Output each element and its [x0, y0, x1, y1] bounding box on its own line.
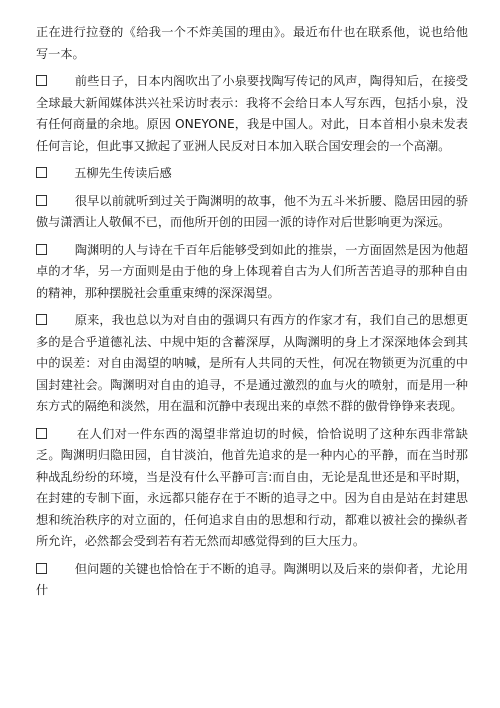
document-page: [36, 22, 468, 602]
paragraph-5: [36, 240, 468, 305]
paragraph-4: [36, 191, 468, 234]
paragraph-6-text: 原来，我也总以为对自由的强调只有西方的作家才有，我们自己的思想更多的是合乎道德礼法、中规中矩的含蓄深厚，从陶渊明的身上才深深地体会到其中的误差：对自由渴望的呐喊，是所有人共同的天性，何况在物锁更为沉重的中国封建社会。陶渊明对自由的追寻，不是通过激烈的血与火的喷射，而是用一种东方式的隔绝和淡然，用在温和沉静中表现出来的卓然不群的傲骨铮铮来表现。: [36, 313, 469, 413]
paragraph-8-text: 但问题的关键也恰恰在于不断的追寻。陶渊明以及后来的崇仰者，尤论用什: [36, 561, 469, 597]
paragraph-3-indent: [51, 166, 74, 180]
paragraph-6-indent: [51, 313, 75, 327]
paragraph-6: [36, 310, 468, 418]
paragraph-8-indent: [51, 562, 75, 576]
paragraph-4-text: 很早以前就听到过关于陶渊明的故事，他不为五斗米折腰、隐居田园的骄傲与潇洒让人敬佩不已，而他所开创的田园一派的诗作对后世影响更为深远。: [36, 193, 469, 229]
paragraph-5-indent: [51, 243, 75, 257]
paragraph-1: [36, 22, 468, 65]
paragraph-7-text: 在人们对一件东西的渴望非常迫切的时候，恰恰说明了这种东西非常缺乏。陶渊明归隐田园，自甘淡泊，他首先追求的是一种内心的平静，而在当时那种战乱纷纷的环境，当是没有什么平静可言:而自由，无论是乱世还是和平时期，在封建的专制下面，永远都只能存在于不断的追寻之中。因为自由是站在封建思想和统治秩序的对立面的，任何追求自由的思想和行动，都难以被社会的操纵者所允许，必然都会受到若有若无然而却感觉得到的巨大压力。: [36, 426, 468, 548]
paragraph-7-indent: [51, 427, 77, 441]
checkbox-icon: [36, 75, 47, 86]
paragraph-2-indent: [51, 74, 75, 88]
paragraph-4-indent: [51, 194, 75, 208]
checkbox-icon: [36, 428, 47, 439]
paragraph-3-text: 五柳先生传读后感: [74, 166, 172, 180]
paragraph-7: [36, 424, 468, 553]
checkbox-icon: [36, 314, 47, 325]
paragraph-5-text: 陶渊明的人与诗在千百年后能够受到如此的推崇，一方面固然是因为他超卓的才华，另一方面则是由于他的身上体现着自古为人们所苦苦追寻的那种自由的精神，那种摆脱社会重重束缚的深深渴望。: [36, 242, 469, 300]
checkbox-icon: [36, 244, 47, 255]
paragraph-3: [36, 163, 468, 185]
paragraph-2: [36, 71, 468, 157]
paragraph-2-text: 前些日子，日本内阁吹出了小泉要找陶写传记的风声，陶得知后，在接受全球最大新闻媒体洪兴社采访时表示：我将不会给日本人写东西，包括小泉，没有任何商量的余地。原因 ONEYONE，我是中国人。对此，日本首相小泉未发表任何言论，但此事又掀起了亚洲人民反对日本加入联合国安理会的一个高潮。: [36, 74, 469, 153]
paragraph-8: [36, 559, 468, 602]
checkbox-icon: [36, 563, 47, 574]
checkbox-icon: [36, 167, 47, 178]
paragraph-1-text: 正在进行拉登的《给我一个不炸美国的理由》。最近布什也在联系他，说也给他写一本。: [36, 25, 468, 61]
checkbox-icon: [36, 195, 47, 206]
